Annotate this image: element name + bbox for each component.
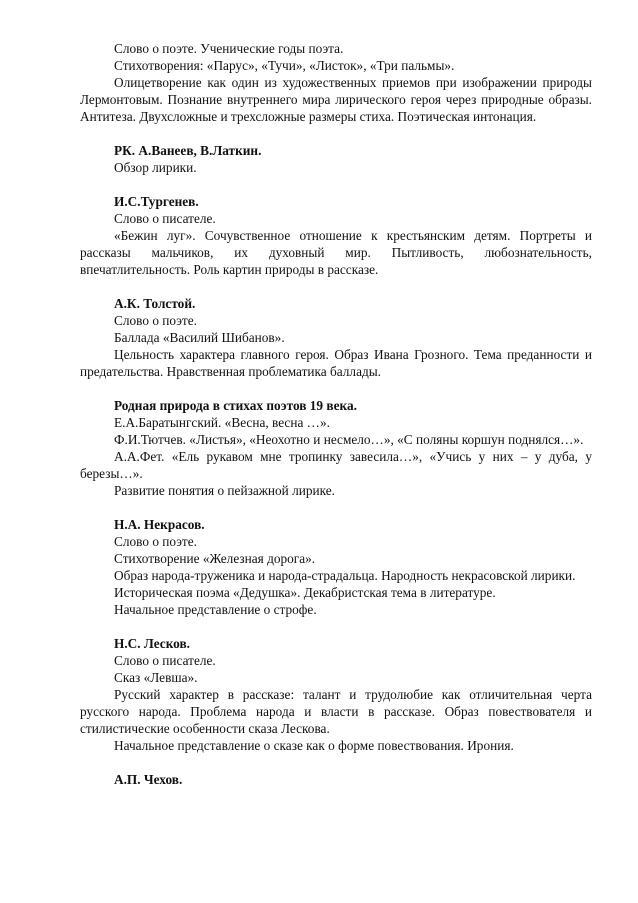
- section-heading: РК. А.Ванеев, В.Латкин.: [114, 143, 262, 158]
- document-section: [80, 397, 592, 499]
- document-section: [80, 516, 592, 618]
- section-heading: А.К. Толстой.: [114, 296, 196, 311]
- document-section: [80, 142, 592, 176]
- section-paragraph: Олицетворение как один из художественных приемов при изображении природы Лермонтовым. Познание внутреннего мира лирического героя через природные образы. Антитеза. Двухсложные и трехсложные размеры стиха. Поэтическая интонация.: [80, 75, 592, 124]
- document-section: [80, 635, 592, 754]
- section-paragraph: Стихотворение «Железная дорога».: [114, 551, 316, 566]
- section-paragraph: Начальное представление о строфе.: [114, 602, 317, 617]
- document-page: [80, 40, 592, 805]
- section-heading: Родная природа в стихах поэтов 19 века.: [114, 398, 357, 413]
- section-paragraph: Русский характер в рассказе: талант и трудолюбие как отличительная черта русского народа. Проблема народа и власти в рассказе. Образ повествователя и стилистические особенности сказа Лескова.: [80, 687, 592, 736]
- section-paragraph: Слово о писателе.: [114, 211, 216, 226]
- section-paragraph: А.А.Фет. «Ель рукавом мне тропинку завесила…», «Учись у них – у дуба, у березы…».: [80, 449, 592, 481]
- section-paragraph: Слово о поэте. Ученические годы поэта.: [114, 41, 344, 56]
- section-paragraph: Цельность характера главного героя. Образ Ивана Грозного. Тема преданности и предательства. Нравственная проблематика баллады.: [80, 347, 592, 379]
- section-heading: И.С.Тургенев.: [114, 194, 199, 209]
- document-section: [80, 771, 592, 788]
- section-paragraph: Обзор лирики.: [114, 160, 197, 175]
- section-heading: Н.С. Лесков.: [114, 636, 191, 651]
- section-paragraph: Начальное представление о сказе как о форме повествования. Ирония.: [114, 738, 514, 753]
- section-paragraph: Сказ «Левша».: [114, 670, 198, 685]
- section-heading: А.П. Чехов.: [114, 772, 183, 787]
- section-paragraph: Образ народа-труженика и народа-страдальца. Народность некрасовской лирики.: [114, 568, 576, 583]
- section-paragraph: Баллада «Василий Шибанов».: [114, 330, 285, 345]
- section-heading: Н.А. Некрасов.: [114, 517, 205, 532]
- section-paragraph: Слово о поэте.: [114, 534, 197, 549]
- section-paragraph: Стихотворения: «Парус», «Тучи», «Листок», «Три пальмы».: [114, 58, 455, 73]
- section-paragraph: Ф.И.Тютчев. «Листья», «Неохотно и несмело…», «С поляны коршун поднялся…».: [114, 432, 584, 447]
- section-paragraph: Е.А.Баратынгский. «Весна, весна …».: [114, 415, 330, 430]
- document-section: [80, 193, 592, 278]
- document-section: [80, 295, 592, 380]
- section-paragraph: Слово о писателе.: [114, 653, 216, 668]
- section-paragraph: «Бежин луг». Сочувственное отношение к крестьянским детям. Портреты и рассказы мальчиков, их духовный мир. Пытливость, любознательность, впечатлительность. Роль картин природы в рассказе.: [80, 228, 592, 277]
- section-paragraph: Историческая поэма «Дедушка». Декабристская тема в литературе.: [114, 585, 496, 600]
- document-section: [80, 40, 592, 125]
- section-paragraph: Слово о поэте.: [114, 313, 197, 328]
- section-paragraph: Развитие понятия о пейзажной лирике.: [114, 483, 335, 498]
